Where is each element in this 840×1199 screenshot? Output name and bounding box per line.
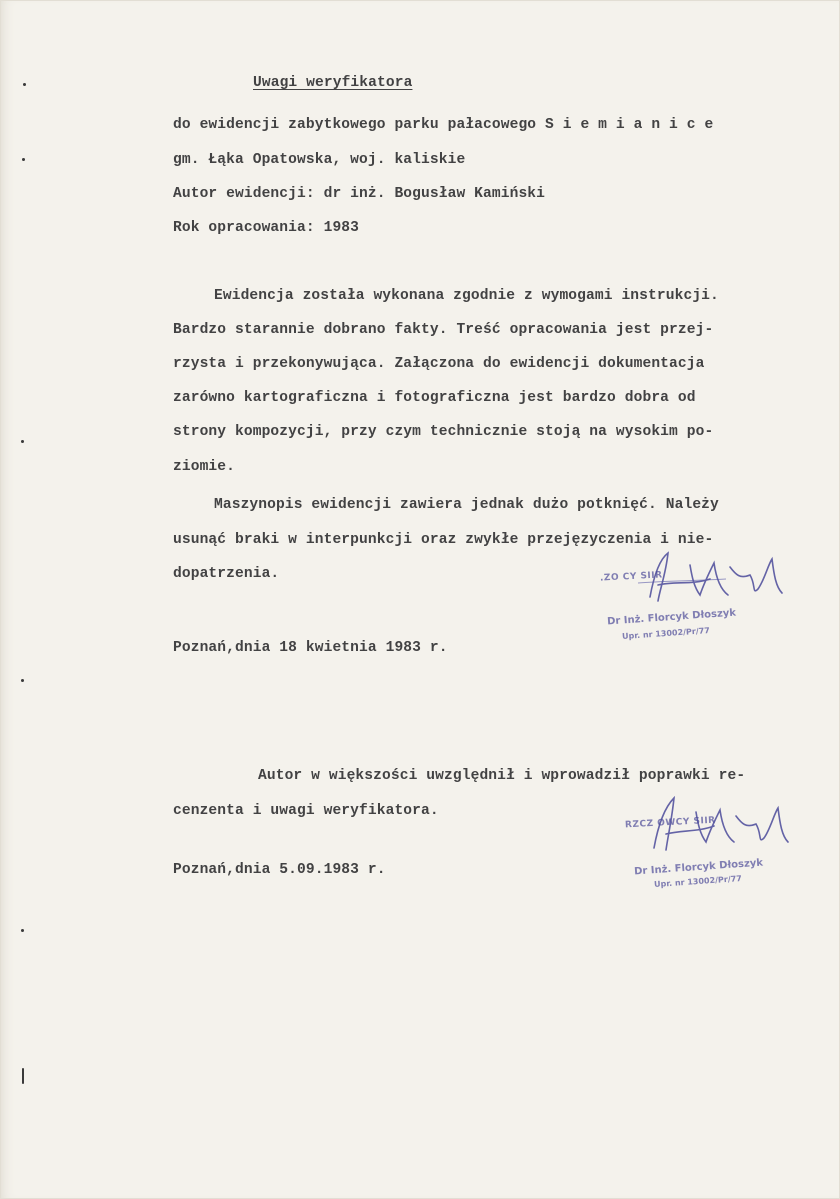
- paragraph1-line1: Ewidencja została wykonana zgodnie z wymogami instrukcji.: [214, 288, 719, 304]
- margin-mark: [21, 679, 24, 682]
- stamp1-name: Dr Inż. Florcyk Dłoszyk: [606, 607, 737, 628]
- paragraph1-line6: ziomie.: [173, 459, 236, 475]
- margin-mark: [23, 83, 26, 86]
- signature-2: [640, 790, 810, 860]
- stamp1-title: .ZO CY SIIR: [599, 570, 663, 584]
- date-line-1: Poznań,dnia 18 kwietnia 1983 r.: [173, 640, 448, 656]
- header-line-year: Rok opracowania: 1983: [173, 220, 360, 236]
- document-heading: Uwagi weryfikatora: [253, 75, 413, 91]
- margin-mark: [22, 1068, 24, 1084]
- date-line-2: Poznań,dnia 5.09.1983 r.: [173, 862, 386, 878]
- paragraph1-line5: strony kompozycji, przy czym technicznie stoją na wysokim po-: [173, 424, 714, 440]
- paragraph1-line3: rzysta i przekonywująca. Załączona do ewidencji dokumentacja: [173, 356, 705, 372]
- header-line-author: Autor ewidencji: dr inż. Bogusław Kamiński: [173, 186, 546, 202]
- paragraph1-line2: Bardzo starannie dobrano fakty. Treść opracowania jest przej-: [173, 322, 714, 338]
- stamp2-registration: Upr. nr 13002/Pr/77: [653, 873, 743, 890]
- paragraph3-line2: cenzenta i uwagi weryfikatora.: [173, 803, 439, 819]
- paragraph2-line3: dopatrzenia.: [173, 566, 280, 582]
- header-line-location: gm. Łąka Opatowska, woj. kaliskie: [173, 152, 466, 168]
- stamp2-name: Dr Inż. Florcyk Dłoszyk: [633, 857, 764, 878]
- paragraph1-line4: zarówno kartograficzna i fotograficzna jest bardzo dobra od: [173, 390, 696, 406]
- paragraph3-line1: Autor w większości uwzględnił i wprowadził poprawki re-: [258, 768, 746, 784]
- paragraph2-line2: usunąć braki w interpunkcji oraz zwykłe przejęzyczenia i nie-: [173, 532, 714, 548]
- margin-mark: [21, 929, 24, 932]
- stamp2-title: RZCZ OWCY SIIR: [624, 815, 716, 831]
- margin-mark: [22, 158, 25, 161]
- margin-mark: [21, 440, 24, 443]
- stamp1-registration: Upr. nr 13002/Pr/77: [621, 625, 711, 642]
- header-line-park: do ewidencji zabytkowego parku pałacowego S i e m i a n i c e: [173, 117, 714, 133]
- signature-1: [630, 545, 800, 615]
- paragraph2-line1: Maszynopis ewidencji zawiera jednak dużo potknięć. Należy: [214, 497, 719, 513]
